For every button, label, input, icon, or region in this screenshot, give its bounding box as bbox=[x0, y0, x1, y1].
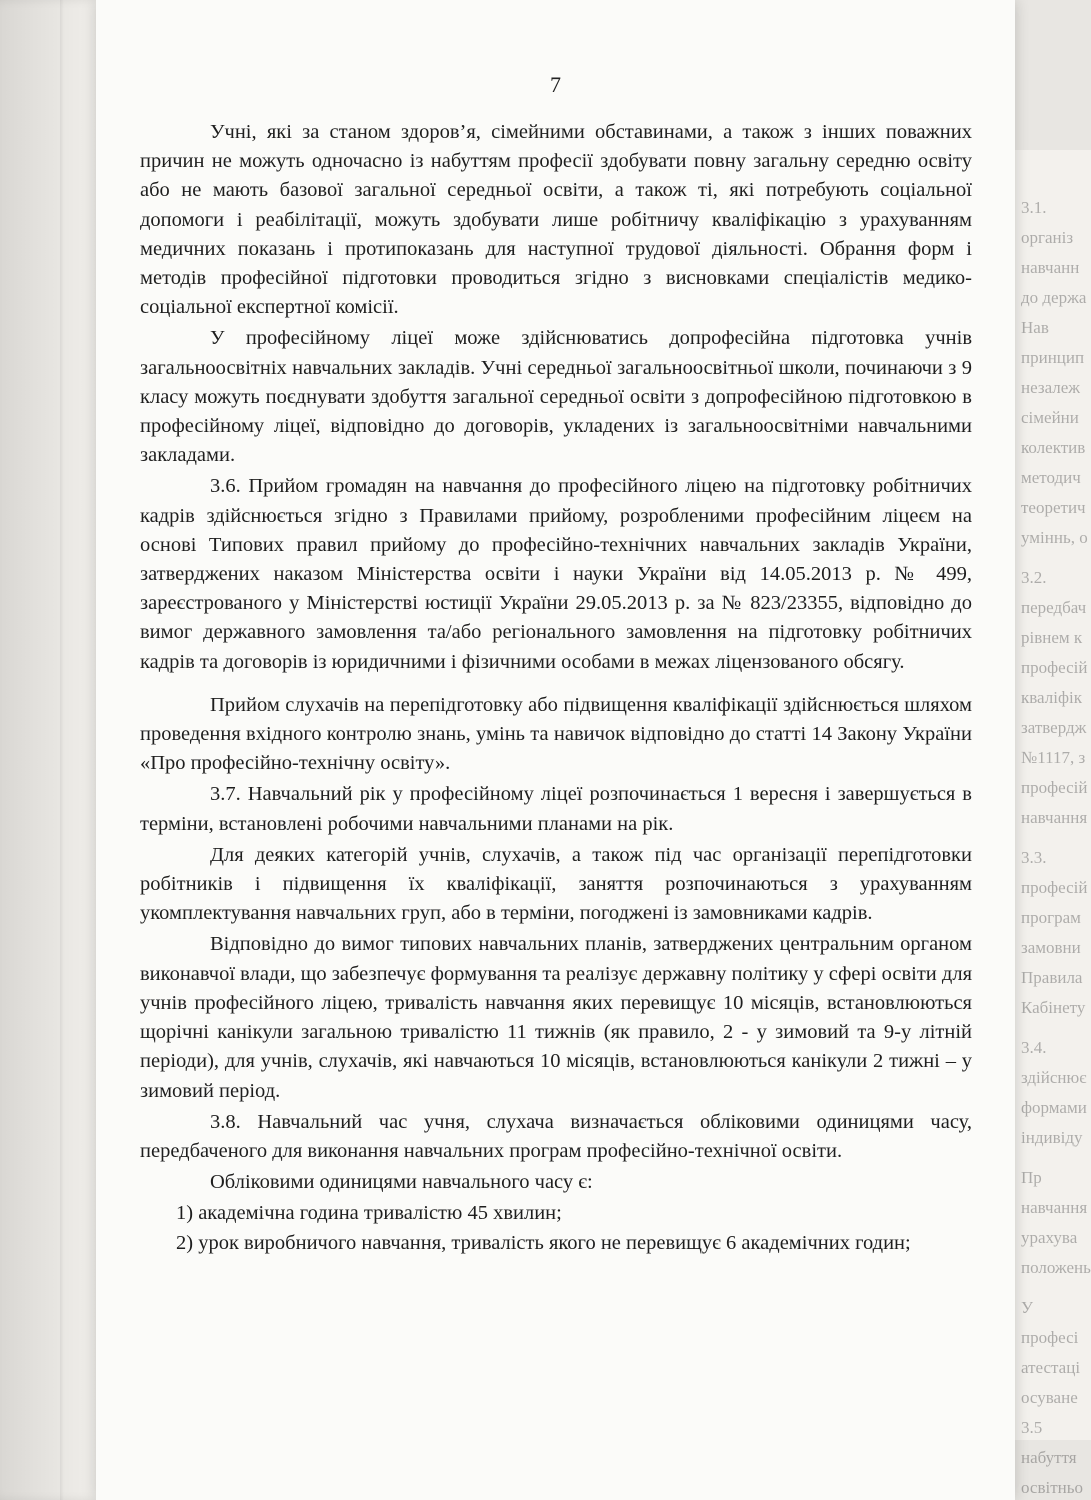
list-item: 1) академічна година тривалістю 45 хвилин; bbox=[176, 1202, 562, 1225]
adjacent-page-fragment: освітньо bbox=[1021, 1478, 1083, 1497]
adjacent-page-fragment: атестаці bbox=[1021, 1358, 1081, 1377]
adjacent-page-fragment: положень bbox=[1021, 1258, 1091, 1277]
paragraph: 3.6. Прийом громадян на навчання до професійного ліцею на підготовку робітничих кадрів здійснюється згідно з Правилами прийому, розробленими професійним ліцеєм на основі Типових правил прийому до професійно-технічних навчальних закладів України, затверджених наказом Міністерства освіти і науки України від 14.05.2013 р. № 499, зареєстрованого у Міністерстві юстиції України 29.05.2013 р. за № 823/23355, відповідно до вимог державного замовлення та/або регіонального замовлення на підготовку робітничих кадрів та договорів із юридичними і фізичними особами в межах ліцензованого обсягу. bbox=[140, 475, 972, 673]
adjacent-page-fragment: теоретич bbox=[1021, 498, 1086, 517]
adjacent-page-fragment: урахува bbox=[1021, 1228, 1078, 1247]
adjacent-page-fragment: уміннь, о bbox=[1021, 528, 1088, 547]
adjacent-page-fragment: сімейни bbox=[1021, 408, 1079, 427]
adjacent-page-fragment: до держа bbox=[1021, 288, 1087, 307]
paragraph: 3.7. Навчальний рік у професійному ліцеї розпочинається 1 вересня і завершується в терміни, встановлені робочими навчальними планами на рік. bbox=[140, 783, 972, 835]
adjacent-page-strip bbox=[1014, 150, 1091, 1497]
document-page bbox=[96, 0, 1015, 1500]
adjacent-page-fragment: 3.3. bbox=[1021, 848, 1047, 867]
adjacent-page-fragment: навчання bbox=[1021, 808, 1088, 827]
adjacent-page-fragment: 3.1. bbox=[1021, 198, 1047, 217]
adjacent-page-fragment: Правила bbox=[1021, 968, 1083, 987]
adjacent-page-fragment: рівнем к bbox=[1021, 628, 1083, 647]
adjacent-page-fragment: передбач bbox=[1021, 598, 1087, 617]
adjacent-page-fragment: професій bbox=[1021, 878, 1088, 897]
adjacent-page-fragment: Пр bbox=[1021, 1168, 1042, 1187]
paragraph: У професійному ліцеї може здійснюватись допрофесійна підготовка учнів загальноосвітніх навчальних закладів. Учні середньої загальноосвітньої школи, починаючи з 9 класу можуть поєднувати здобуття загальної середньої освіти з допрофесійною підготовкою в професійному ліцеї, відповідно до договорів, укладених із загальноосвітніми навчальними закладами. bbox=[140, 327, 972, 467]
adjacent-page-fragment: 3.5 bbox=[1021, 1418, 1043, 1437]
paragraph: Обліковими одиницями навчального часу є: bbox=[210, 1171, 593, 1194]
paragraph: Прийом слухачів на перепідготовку або підвищення кваліфікації здійснюється шляхом проведення вхідного контролю знань, умінь та навичок відповідно до статті 14 Закону України «Про професійно-технічну освіту». bbox=[140, 693, 972, 775]
adjacent-page-fragment: замовни bbox=[1021, 938, 1081, 957]
adjacent-page-fragment: 3.2. bbox=[1021, 568, 1047, 587]
paragraph: Учні, які за станом здоров’я, сімейними обставинами, а також з інших поважних причин не можуть одночасно із набуттям професії здобувати повну загальну середню освіту або не мають базової загальної середньої освіти, а також ті, які потребують соціальної допомоги і реабілітації, можуть здобувати лише робітничу кваліфікацію з урахуванням медичних показань і протипоказань для наступної трудової діяльності. Обрання форм і методів професійної підготовки проводиться згідно з висновками спеціалістів медико-соціальної експертної комісії. bbox=[140, 121, 972, 319]
adjacent-page-fragment: організ bbox=[1021, 228, 1074, 247]
adjacent-page-fragment: кваліфік bbox=[1021, 688, 1082, 707]
adjacent-page-fragment: індивіду bbox=[1021, 1128, 1083, 1147]
adjacent-page-fragment: №1117, з bbox=[1021, 748, 1086, 767]
adjacent-page-fragment: осуване bbox=[1021, 1388, 1078, 1407]
adjacent-page-fragment: здійснює bbox=[1021, 1068, 1087, 1087]
adjacent-page-fragment: Кабінету bbox=[1021, 998, 1086, 1017]
adjacent-page-fragment: набуття bbox=[1021, 1448, 1077, 1467]
adjacent-page-fragment: професій bbox=[1021, 658, 1088, 677]
page-body bbox=[140, 118, 972, 1258]
adjacent-page-fragment: професій bbox=[1021, 778, 1088, 797]
paragraph: Для деяких категорій учнів, слухачів, а також під час організації перепідготовки робітників і підвищення їх кваліфікації, заняття розпочинаються з урахуванням укомплектування навчальних груп, або в терміни, погоджені із замовниками кадрів. bbox=[140, 843, 972, 925]
adjacent-page-fragment: колектив bbox=[1021, 438, 1086, 457]
adjacent-page-fragment: незалеж bbox=[1021, 378, 1081, 397]
adjacent-page-fragment: навчання bbox=[1021, 1198, 1088, 1217]
page-number: 7 bbox=[550, 72, 561, 97]
adjacent-page-fragment: Нав bbox=[1021, 318, 1049, 337]
adjacent-page-fragment: професі bbox=[1021, 1328, 1079, 1347]
adjacent-page-fragment: затвердж bbox=[1021, 718, 1087, 737]
adjacent-page-fragment: принцип bbox=[1021, 348, 1085, 367]
adjacent-page-fragment: методич bbox=[1021, 468, 1081, 487]
adjacent-page-fragment: програм bbox=[1021, 908, 1081, 927]
paragraph: 3.8. Навчальний час учня, слухача визначається обліковими одиницями часу, передбаченого для виконання навчальних програм професійно-технічної освіти. bbox=[140, 1110, 972, 1162]
list-item: 2) урок виробничого навчання, тривалість якого не перевищує 6 академічних годин; bbox=[176, 1231, 911, 1254]
adjacent-page-fragment: 3.4. bbox=[1021, 1038, 1047, 1057]
paragraph: Відповідно до вимог типових навчальних планів, затверджених центральним органом виконавчої влади, що забезпечує формування та реалізує державну політику у сфері освіти для учнів професійного ліцею, тривалість навчання яких перевищує 10 місяців, встановлюються щорічні канікули загальною тривалістю 11 тижнів (як правило, 2 - у зимовий та 9-у літній періоди), для учнів, слухачів, які навчаються 10 місяців, встановлюються канікули 2 тижні – у зимовий період. bbox=[140, 933, 972, 1102]
binding-edge-shadow bbox=[60, 0, 64, 1500]
adjacent-page-fragment: формами bbox=[1021, 1098, 1087, 1117]
adjacent-page-fragment: навчанн bbox=[1021, 258, 1080, 277]
adjacent-page-fragment: У bbox=[1021, 1298, 1034, 1317]
